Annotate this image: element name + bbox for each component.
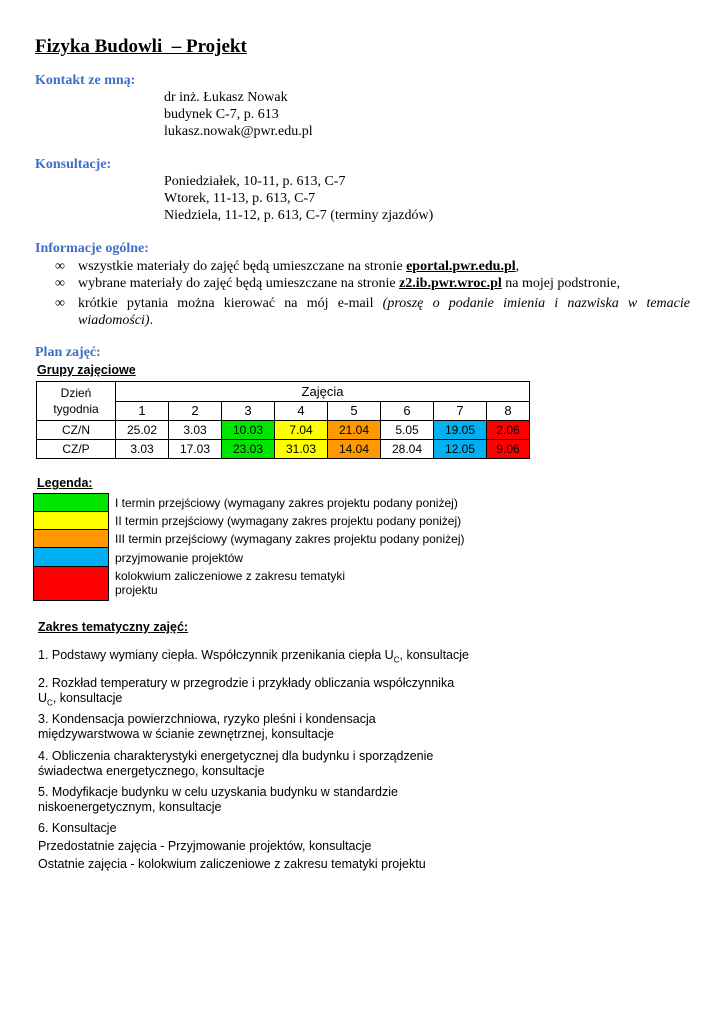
- contact-heading: Kontakt ze mną:: [35, 73, 136, 88]
- topic-subscript: C: [393, 655, 400, 665]
- group-heading: Grupy zajęciowe: [37, 363, 136, 377]
- date-cell: 14.04: [328, 440, 381, 459]
- general-item-text: ,: [515, 259, 520, 274]
- table-row: [37, 440, 530, 459]
- topic-text: 4. Obliczenia charakterystyki energetycznej dla budynku i sporządzenie: [38, 749, 434, 763]
- contact-building: budynek C-7, p. 613: [164, 107, 279, 122]
- z2-link[interactable]: z2.ib.pwr.wroc.pl: [399, 276, 502, 291]
- date-cell: 7.04: [275, 421, 328, 440]
- date-cell: 28.04: [381, 440, 434, 459]
- general-item-text: na mojej podstronie,: [501, 276, 620, 291]
- general-item-italic: (proszę o podanie imienia i nazwiska w temacie: [382, 296, 690, 311]
- legend-heading: Legenda:: [37, 476, 93, 490]
- day-cell: CZ/N: [37, 421, 116, 440]
- day-header: tygodnia: [53, 402, 99, 416]
- topic-item: [38, 785, 518, 815]
- legend-label: II termin przejściowy (wymagany zakres projektu podany poniżej): [115, 514, 462, 528]
- general-item-italic: wiadomości): [78, 312, 150, 328]
- infinity-bullet-icon: ∞: [55, 296, 65, 311]
- date-cell: 23.03: [222, 440, 275, 459]
- general-item-text: krótkie pytania można kierować na mój e-mail: [78, 296, 383, 311]
- class-number-cell: 6: [381, 401, 434, 421]
- classes-header: Zajęcia: [116, 382, 530, 402]
- date-cell: 17.03: [169, 440, 222, 459]
- day-cell: CZ/P: [37, 440, 116, 459]
- infinity-bullet-icon: ∞: [55, 259, 65, 274]
- topic-text: 1. Podstawy wymiany ciepła. Współczynnik przenikania ciepła U: [38, 648, 394, 662]
- topic-text: , konsultacje: [52, 691, 123, 705]
- topic-text: , konsultacje: [399, 648, 469, 662]
- class-number-cell: 8: [487, 401, 530, 421]
- plan-heading: Plan zajęć:: [35, 345, 101, 360]
- general-item-line: [78, 296, 690, 313]
- class-number-cell: 1: [116, 401, 169, 421]
- table-row: [37, 421, 530, 440]
- date-cell: 5.05: [381, 421, 434, 440]
- topic-item: [38, 676, 518, 711]
- topic-item: Przedostatnie zajęcia - Przyjmowanie projektów, konsultacje: [38, 839, 372, 853]
- class-number-cell: 7: [434, 401, 487, 421]
- topic-text: międzywarstwowa w ścianie zewnętrznej, konsultacje: [38, 727, 334, 741]
- topic-subscript: C: [47, 698, 53, 708]
- general-item-text: wybrane materiały do zajęć będą umieszczane na stronie: [78, 276, 400, 291]
- class-number-cell: 4: [275, 401, 328, 421]
- general-item-line: [78, 313, 690, 330]
- legend-label-line: kolokwium zaliczeniowe z zakresu tematyki: [115, 569, 346, 583]
- consultations-heading: Konsultacje:: [35, 157, 112, 172]
- class-number-cell: 3: [222, 401, 275, 421]
- date-cell: 19.05: [434, 421, 487, 440]
- consultation-line: Niedziela, 11-12, p. 613, C-7 (terminy zjazdów): [164, 208, 434, 223]
- legend-label: [115, 569, 345, 597]
- date-cell: 21.04: [328, 421, 381, 440]
- date-cell: 9.06: [487, 440, 530, 459]
- general-item-text: .: [149, 312, 154, 328]
- topic-text: U: [38, 691, 48, 705]
- eportal-link[interactable]: eportal.pwr.edu.pl: [406, 259, 516, 274]
- day-header-cell: [37, 382, 116, 421]
- schedule-table: [36, 381, 530, 459]
- class-number-cell: 5: [328, 401, 381, 421]
- legend-swatch-green: [33, 493, 109, 512]
- day-header: Dzień: [60, 386, 92, 400]
- date-cell: 12.05: [434, 440, 487, 459]
- legend-swatch-red: [33, 566, 109, 601]
- consultation-line: Wtorek, 11-13, p. 613, C-7: [164, 191, 316, 206]
- topic-text: 2. Rozkład temperatury w przegrodzie i przykłady obliczania współczynnika: [38, 676, 455, 690]
- legend-label: I termin przejściowy (wymagany zakres projektu podany poniżej): [115, 496, 458, 510]
- contact-name: dr inż. Łukasz Nowak: [164, 90, 288, 105]
- topic-item: [38, 749, 518, 779]
- date-cell: 25.02: [116, 421, 169, 440]
- date-cell: 2.06: [487, 421, 530, 440]
- consultation-line: Poniedziałek, 10-11, p. 613, C-7: [164, 174, 346, 189]
- legend-swatch-orange: [33, 529, 109, 548]
- legend-swatch-yellow: [33, 511, 109, 530]
- topic-item: Ostatnie zajęcia - kolokwium zaliczeniowe z zakresu tematyki projektu: [38, 857, 426, 871]
- topic-text: niskoenergetycznym, konsultacje: [38, 800, 222, 814]
- legend-label: przyjmowanie projektów: [115, 551, 244, 565]
- date-cell: 3.03: [169, 421, 222, 440]
- class-number-cell: 2: [169, 401, 222, 421]
- legend-swatch-blue: [33, 547, 109, 567]
- topic-text: 3. Kondensacja powierzchniowa, ryzyko pleśni i kondensacja: [38, 712, 376, 726]
- topics-heading: Zakres tematyczny zajęć:: [38, 620, 189, 634]
- date-cell: 10.03: [222, 421, 275, 440]
- date-cell: 3.03: [116, 440, 169, 459]
- topic-item: [38, 712, 518, 742]
- contact-email[interactable]: lukasz.nowak@pwr.edu.pl: [164, 124, 313, 139]
- general-item-text: wszystkie materiały do zajęć będą umieszczane na stronie: [78, 259, 407, 274]
- legend-label-line: projektu: [115, 583, 158, 597]
- general-heading: Informacje ogólne:: [35, 241, 149, 256]
- page-title: Fizyka Budowli – Projekt: [35, 36, 247, 57]
- topic-text: 5. Modyfikacje budynku w celu uzyskania budynku w standardzie: [38, 785, 398, 799]
- legend-label: III termin przejściowy (wymagany zakres projektu podany poniżej): [115, 532, 465, 546]
- infinity-bullet-icon: ∞: [55, 276, 65, 291]
- topic-item: [38, 648, 518, 668]
- date-cell: 31.03: [275, 440, 328, 459]
- topic-text: świadectwa energetycznego, konsultacje: [38, 764, 265, 778]
- topic-item: 6. Konsultacje: [38, 821, 117, 835]
